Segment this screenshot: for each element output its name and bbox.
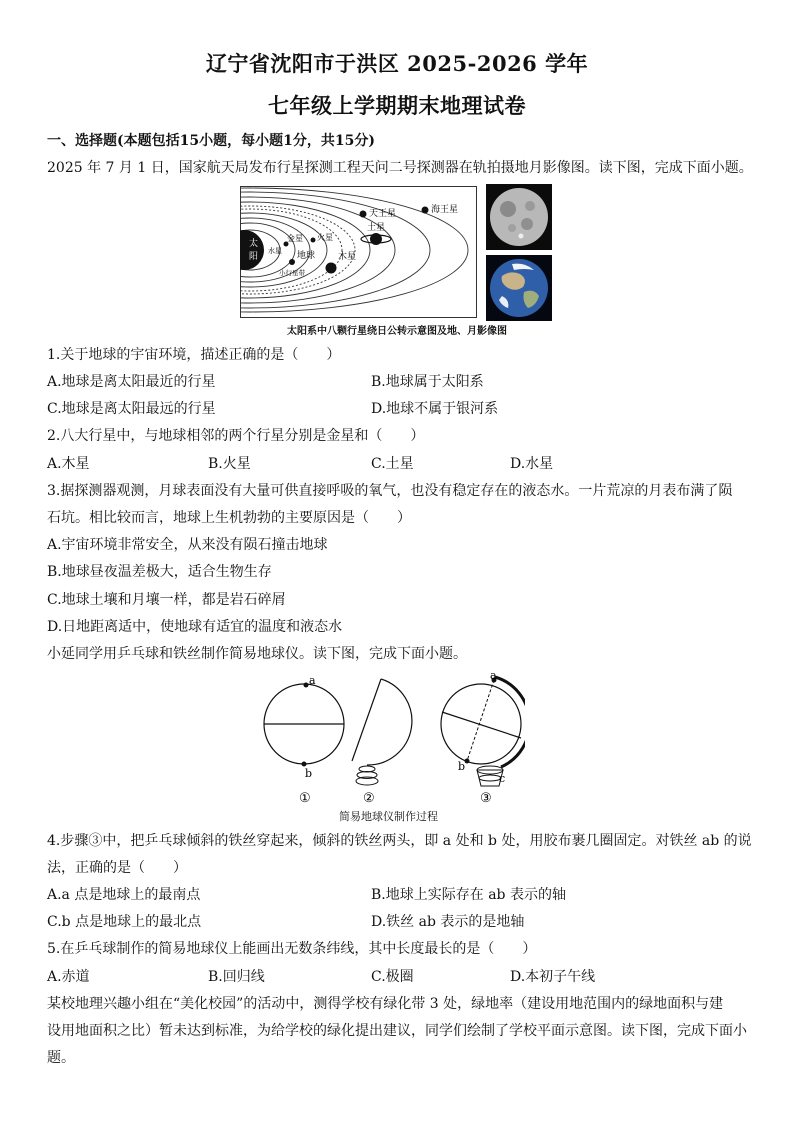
q2-stem: 2.八大行星中，与地球相邻的两个行星分别是金星和（ ）: [47, 428, 425, 444]
step2-number: ②: [363, 791, 375, 806]
intro-text-3-line3: 题。: [47, 1050, 75, 1066]
q1-stem: 1.关于地球的宇宙环境，描述正确的是（ ）: [47, 347, 341, 363]
q5-option-a: A.赤道: [47, 969, 90, 985]
jupiter-icon: [326, 263, 337, 274]
earth-icon: [289, 259, 295, 265]
step3-number: ③: [480, 791, 492, 806]
q3-stem-line1: 3.据探测器观测，月球表面没有大量可供直接呼吸的氧气，也没有稳定存在的液态水。一片荒凉的月表布满了陨: [47, 483, 733, 499]
q1-option-a: A.地球是离太阳最近的行星: [47, 374, 216, 390]
sun-label-1: 太: [249, 239, 259, 249]
q3-option-b: B.地球昼夜温差极大，适合生物生存: [47, 564, 272, 580]
mercury-label: 水星: [268, 247, 282, 255]
q5-option-d: D.本初子午线: [510, 969, 596, 985]
mars-label: 火星: [317, 233, 333, 242]
q1-option-d: D.地球不属于银河系: [371, 401, 499, 417]
uranus-label: 天王星: [369, 209, 397, 219]
step3-label-b: b: [458, 760, 466, 773]
q2-option-a: A.木星: [47, 456, 90, 472]
venus-label: 金星: [287, 234, 303, 243]
q5-option-b: B.回归线: [208, 969, 265, 985]
q4-stem-line2: 法，正确的是（ ）: [47, 860, 187, 876]
moon-image: [486, 184, 552, 250]
saturn-label: 土星: [367, 223, 386, 233]
q2-option-b: B.火星: [208, 456, 251, 472]
intro-text-1: 2025 年 7 月 1 日，国家航天局发布行星探测工程天问二号探测器在轨拍摄地月影像图。读下图，完成下面小题。: [47, 160, 753, 176]
mars-icon: [311, 238, 316, 243]
q4-option-b: B.地球上实际存在 ab 表示的轴: [371, 887, 566, 903]
step3-label-a: a: [490, 672, 497, 682]
q3-stem-line2: 石坑。相比较而言，地球上生机勃勃的主要原因是（ ）: [47, 510, 411, 526]
q2-option-d: D.水星: [510, 456, 554, 472]
q4-option-d: D.铁丝 ab 表示的是地轴: [371, 914, 525, 930]
q3-option-a: A.宇宙环境非常安全，从来没有陨石撞击地球: [47, 537, 328, 553]
earth-image: [486, 255, 552, 321]
q5-stem: 5.在乒乓球制作的简易地球仪上能画出无数条纬线，其中长度最长的是（ ）: [47, 941, 537, 957]
step1-label-a: a: [309, 674, 316, 687]
q5-option-c: C.极圈: [371, 969, 414, 985]
jupiter-label: 木星: [338, 252, 357, 262]
intro-text-3-line2: 设用地面积之比）暂未达到标准，为给学校的绿化提出建议，同学们绘制了学校平面示意图。读下图，完成下面小: [47, 1023, 747, 1039]
neptune-label: 海王星: [431, 205, 459, 215]
figure1-caption: 太阳系中八颗行星绕日公转示意图及地、月影像图: [287, 326, 507, 337]
q4-stem-line1: 4.步骤③中，把乒乓球倾斜的铁丝穿起来，倾斜的铁丝两头，即 a 处和 b 处，用胶布裹几圈固定。对铁丝 ab 的说: [47, 833, 752, 849]
figure2-caption: 简易地球仪制作过程: [339, 810, 438, 823]
q4-option-c: C.b 点是地球上的最北点: [47, 914, 202, 930]
intro-text-3-line1: 某校地理兴趣小组在“美化校园”的活动中，测得学校有绿化带 3 处，绿地率（建设用地范围内的绿地面积与建: [47, 996, 724, 1012]
page-title-line2: 七年级上学期期末地理试卷: [268, 93, 526, 118]
earth-label: 地球: [297, 251, 316, 261]
step1-label-b: b: [305, 767, 313, 780]
intro-text-2: 小延同学用乒乓球和铁丝制作简易地球仪。读下图，完成下面小题。: [47, 646, 467, 662]
uranus-icon: [360, 211, 367, 218]
step1-number: ①: [299, 791, 311, 806]
asteroid-belt-label: 小行星带: [279, 269, 305, 277]
section-heading: 一、选择题(本题包括15小题，每小题1分，共15分): [47, 133, 375, 149]
saturn-icon: [370, 233, 382, 245]
neptune-icon: [422, 207, 429, 214]
sun-label-2: 阳: [249, 252, 259, 262]
q4-option-a: A.a 点是地球上的最南点: [47, 887, 201, 903]
step3-label-c: c: [499, 772, 506, 785]
q3-option-d: D.日地距离适中，使地球有适宜的温度和液态水: [47, 619, 343, 635]
q3-option-c: C.地球土壤和月壤一样，都是岩石碎屑: [47, 592, 286, 608]
page-title-line1: 辽宁省沈阳市于洪区 2025-2026 学年: [205, 51, 589, 76]
q1-option-c: C.地球是离太阳最远的行星: [47, 401, 216, 417]
solar-system-figure: [240, 184, 552, 322]
globe-making-figure: [255, 672, 525, 808]
q1-option-b: B.地球属于太阳系: [371, 374, 484, 390]
q2-option-c: C.土星: [371, 456, 414, 472]
